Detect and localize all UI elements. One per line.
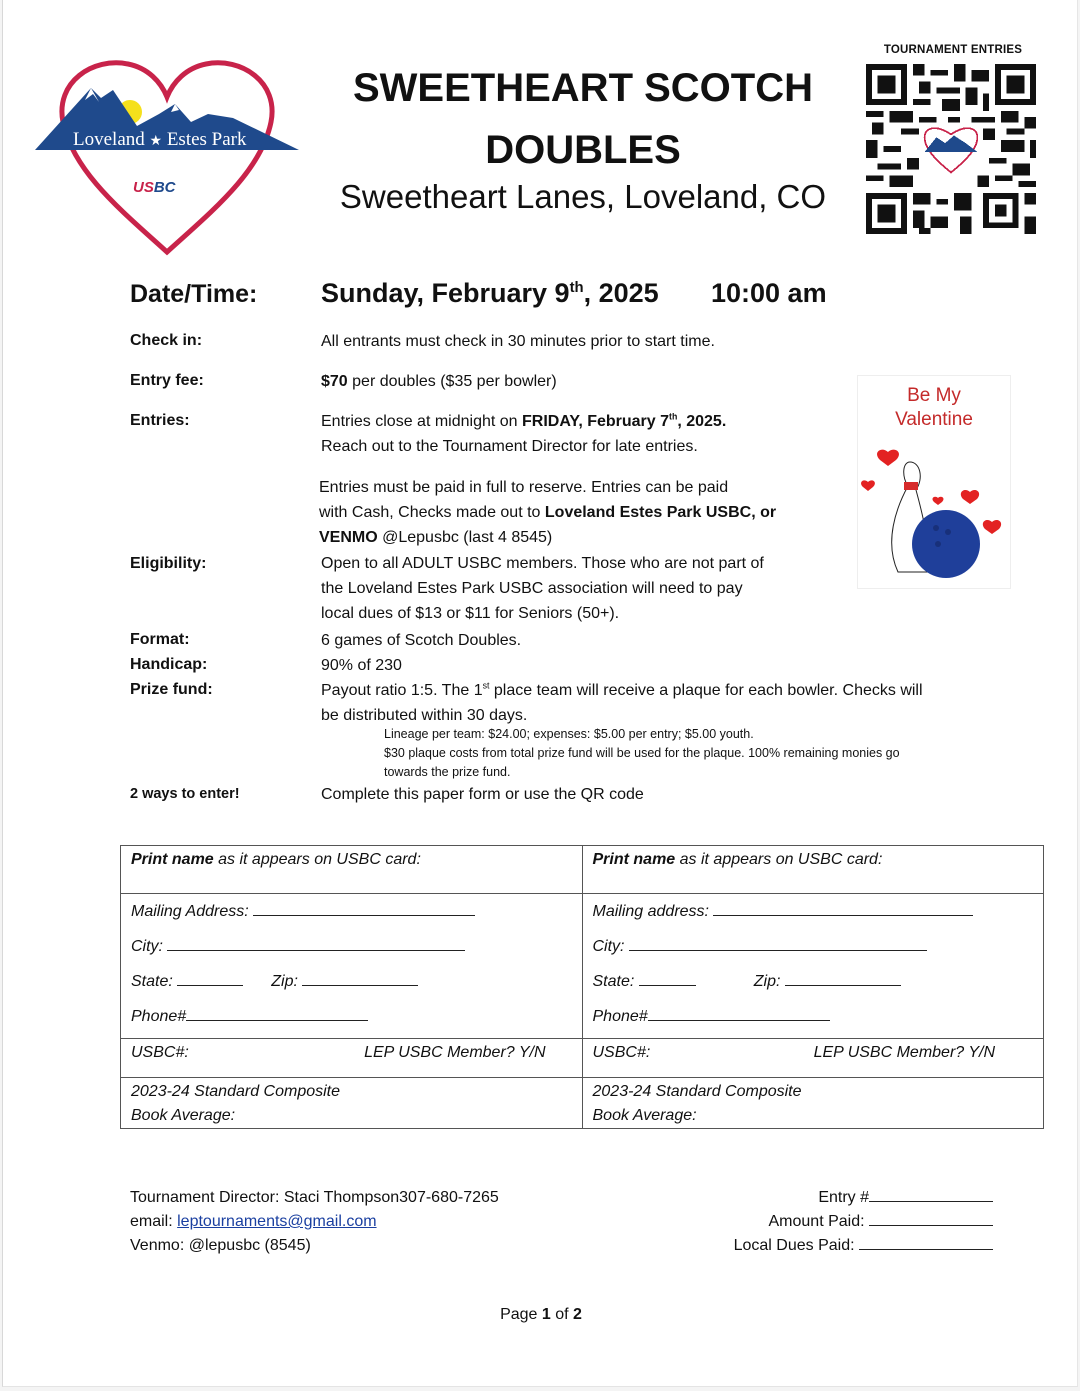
entries-label: Entries: [130, 412, 190, 429]
bowler-2-address-block [582, 894, 1044, 1039]
bowler-1-address-block [121, 894, 583, 1039]
bowler-1-usbc-row[interactable]: USBC#: LEP USBC Member? Y/N [121, 1039, 583, 1078]
heart-icon [933, 497, 944, 505]
prize-fund-notes: Lineage per team: $24.00; expenses: $5.00 per entry; $5.00 youth. $30 plaque costs from total prize fund will be used for the plaque. 100% remaining monies go towards the prize fund. [384, 727, 900, 779]
bowler-1-city-field[interactable]: City: [131, 929, 572, 964]
entry-form-table [120, 845, 1044, 1129]
eligibility-label: Eligibility: [130, 555, 207, 572]
format-label: Format: [130, 631, 190, 648]
ways-to-enter-label: 2 ways to enter! [130, 786, 240, 802]
director-contact: Tournament Director: Staci Thompson307-680-7265 email: leptournaments@gmail.com Venmo: @lepusbc (8545) [130, 1186, 499, 1258]
heart-icon [961, 490, 979, 504]
eligibility-value: Open to all ADULT USBC members. Those who are not part of the Loveland Estes Park USBC association will need to pay local dues of $13 or $11 for Seniors (50+). [321, 555, 764, 622]
email-link[interactable]: leptournaments@gmail.com [177, 1213, 377, 1230]
entry-fee-label: Entry fee: [130, 372, 204, 389]
event-date: Sunday, February 9th, 2025 [321, 278, 659, 308]
entry-fee-value: $70 per doubles ($35 per bowler) [321, 373, 557, 390]
page-number: Page 1 of 2 [500, 1306, 582, 1323]
prize-fund-label: Prize fund: [130, 681, 213, 698]
event-venue: Sweetheart Lanes, Loveland, CO [339, 178, 827, 215]
amount-paid-field[interactable]: Amount Paid: [693, 1210, 993, 1234]
bowler-2-usbc-row[interactable]: USBC#: LEP USBC Member? Y/N [582, 1039, 1044, 1078]
title-line-2: DOUBLES [485, 128, 681, 172]
bowler-1-member-yn[interactable]: LEP USBC Member? Y/N [364, 1044, 546, 1061]
local-dues-paid-field[interactable]: Local Dues Paid: [693, 1234, 993, 1258]
bowler-2-member-yn[interactable]: LEP USBC Member? Y/N [813, 1044, 995, 1061]
flyer-page [2, 0, 1078, 1387]
office-use-fields [693, 1186, 993, 1258]
date-time-label: Date/Time: [130, 280, 258, 308]
usbc-wordmark: USBC [133, 179, 176, 196]
format-value: 6 games of Scotch Doubles. [321, 632, 522, 649]
director-name-phone: Tournament Director: Staci Thompson307-680-7265 [130, 1189, 499, 1206]
qr-label: TOURNAMENT ENTRIES [883, 44, 1023, 56]
event-title [303, 57, 863, 181]
qr-code[interactable] [865, 64, 1037, 234]
check-in-value: All entrants must check in 30 minutes prior to start time. [321, 333, 715, 350]
check-in-label: Check in: [130, 332, 203, 349]
bowler-1-mailing-address-field[interactable]: Mailing Address: [131, 894, 572, 929]
bowler-1-state-zip-field[interactable]: State: Zip: [131, 964, 572, 999]
logo-text: Loveland ★ Estes Park [73, 129, 247, 150]
ways-to-enter-value: Complete this paper form or use the QR code [321, 786, 644, 803]
heart-icon [877, 450, 899, 466]
heart-icon [983, 520, 1001, 534]
lep-usbc-heart-logo [33, 52, 301, 258]
handicap-value: 90% of 230 [321, 657, 402, 674]
event-time: 10:00 am [711, 278, 827, 308]
entries-value: Entries close at midnight on FRIDAY, February 7th, 2025. Reach out to the Tournament Director for late entries. [321, 411, 727, 455]
bowling-pin-and-ball-illustration [858, 432, 1010, 582]
payment-info: Entries must be paid in full to reserve. Entries can be paid with Cash, Checks made out to Loveland Estes Park USBC, or VENMO @Lepusbc (last 4 8545) [319, 479, 777, 546]
bowler-2-print-name[interactable]: Print name as it appears on USBC card: [582, 846, 1044, 894]
bowler-1-print-name[interactable]: Print name as it appears on USBC card: [121, 846, 583, 894]
venmo-handle: Venmo: @lepusbc (8545) [130, 1237, 311, 1254]
bowler-2-state-zip-field[interactable]: State: Zip: [593, 964, 1034, 999]
bowler-1-book-average[interactable]: 2023-24 Standard Composite Book Average: [121, 1078, 583, 1129]
bowler-2-book-average[interactable]: 2023-24 Standard Composite Book Average: [582, 1078, 1044, 1129]
bowler-2-phone-field[interactable]: Phone# [593, 999, 1034, 1034]
title-line-1: SWEETHEART SCOTCH [353, 66, 813, 110]
entry-number-field[interactable]: Entry # [693, 1186, 993, 1210]
valentine-caption: Be My Valentine [895, 385, 973, 430]
prize-fund-value: Payout ratio 1:5. The 1st place team will receive a plaque for each bowler. Checks will be distributed within 30 days. [321, 680, 923, 724]
bowler-2-city-field[interactable]: City: [593, 929, 1034, 964]
handicap-label: Handicap: [130, 656, 208, 673]
heart-icon [861, 480, 875, 491]
bowler-2-mailing-address-field[interactable]: Mailing address: [593, 894, 1034, 929]
be-my-valentine-image [857, 375, 1011, 589]
bowling-ball [912, 510, 980, 578]
bowler-1-phone-field[interactable]: Phone# [131, 999, 572, 1034]
